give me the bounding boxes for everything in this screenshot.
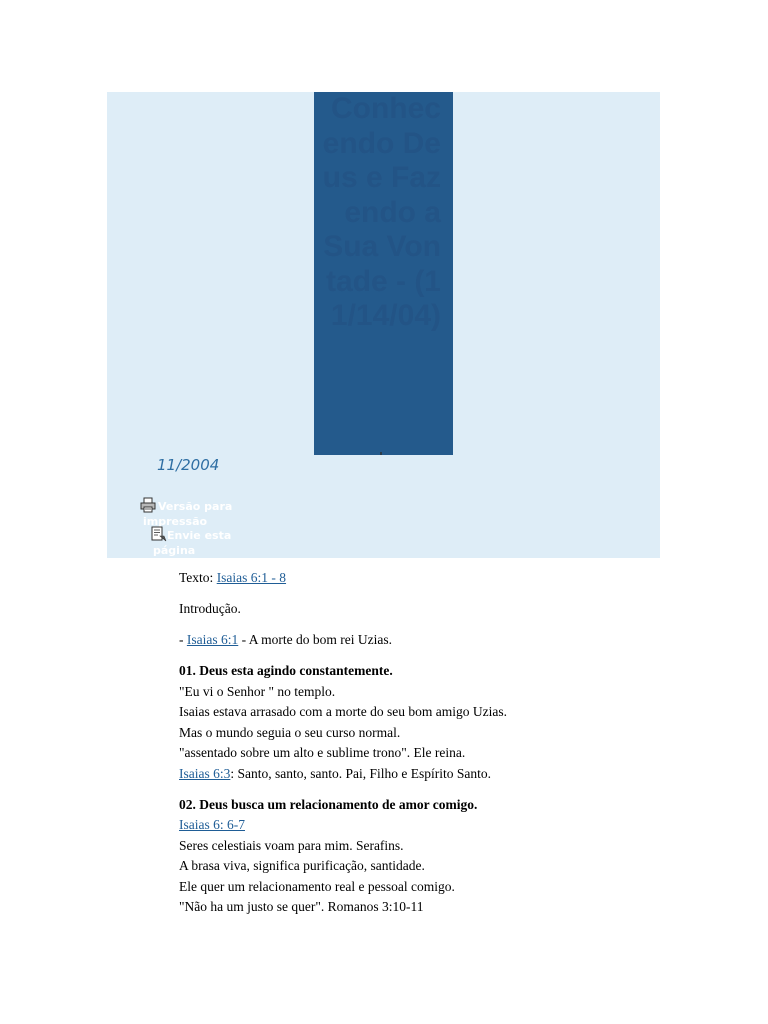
texto-label: Texto: — [179, 570, 217, 585]
section-1-heading: 01. Deus esta agindo constantemente. — [179, 663, 393, 678]
article-body — [179, 568, 659, 918]
publish-date: 11/2004 — [157, 456, 220, 474]
section-1-line: "Eu vi o Senhor " no templo. — [179, 683, 336, 699]
section-2-line: "Não ha um justo se quer". Romanos 3:10-11 — [179, 899, 424, 914]
section-1-line: "assentado sobre um alto e sublime trono". Ele reina. — [179, 745, 466, 760]
introducao-heading: Introdução. — [179, 601, 241, 616]
section-1-reference-link[interactable]: Isaias 6:3 — [179, 765, 231, 781]
section-2-heading: 02. Deus busca um relacionamento de amor comigo. — [179, 796, 478, 812]
intro-line — [179, 630, 659, 651]
section-2-reference-link[interactable]: Isaias 6: 6-7 — [179, 817, 245, 832]
section-1-line: Mas o mundo seguia o seu curso normal. — [179, 724, 401, 740]
title-block — [314, 92, 453, 455]
section-2-ref-line — [179, 815, 659, 836]
intro-suffix: - A morte do bom rei Uzias. — [238, 632, 392, 647]
texto-line — [179, 568, 659, 589]
page-title: Conhecendo Deus e Fazendo a Sua Vontade - (11/14/04) — [322, 92, 441, 332]
section-1-ref-suffix: : Santo, santo, santo. Pai, Filho e Espírito Santo. — [230, 765, 491, 781]
send-page-link[interactable]: Envie esta página — [153, 529, 232, 557]
section-2-line: A brasa viva, significa purificação, santidade. — [179, 858, 425, 873]
intro-reference-link[interactable]: Isaias 6:1 — [186, 632, 239, 647]
print-version-link[interactable]: Versão para impressão — [143, 500, 233, 528]
section-2-line: Ele quer um relacionamento real e pessoal comigo. — [179, 878, 455, 894]
section-1-ref-line — [179, 764, 659, 785]
section-2-line: Seres celestiais voam para mim. Serafins. — [179, 837, 404, 853]
section-1-line: Isaias estava arrasado com a morte do seu bom amigo Uzias. — [179, 704, 508, 719]
texto-reference-link[interactable]: Isaias 6:1 - 8 — [216, 570, 287, 585]
separator-mark — [380, 452, 382, 455]
intro-prefix: - — [179, 632, 187, 647]
